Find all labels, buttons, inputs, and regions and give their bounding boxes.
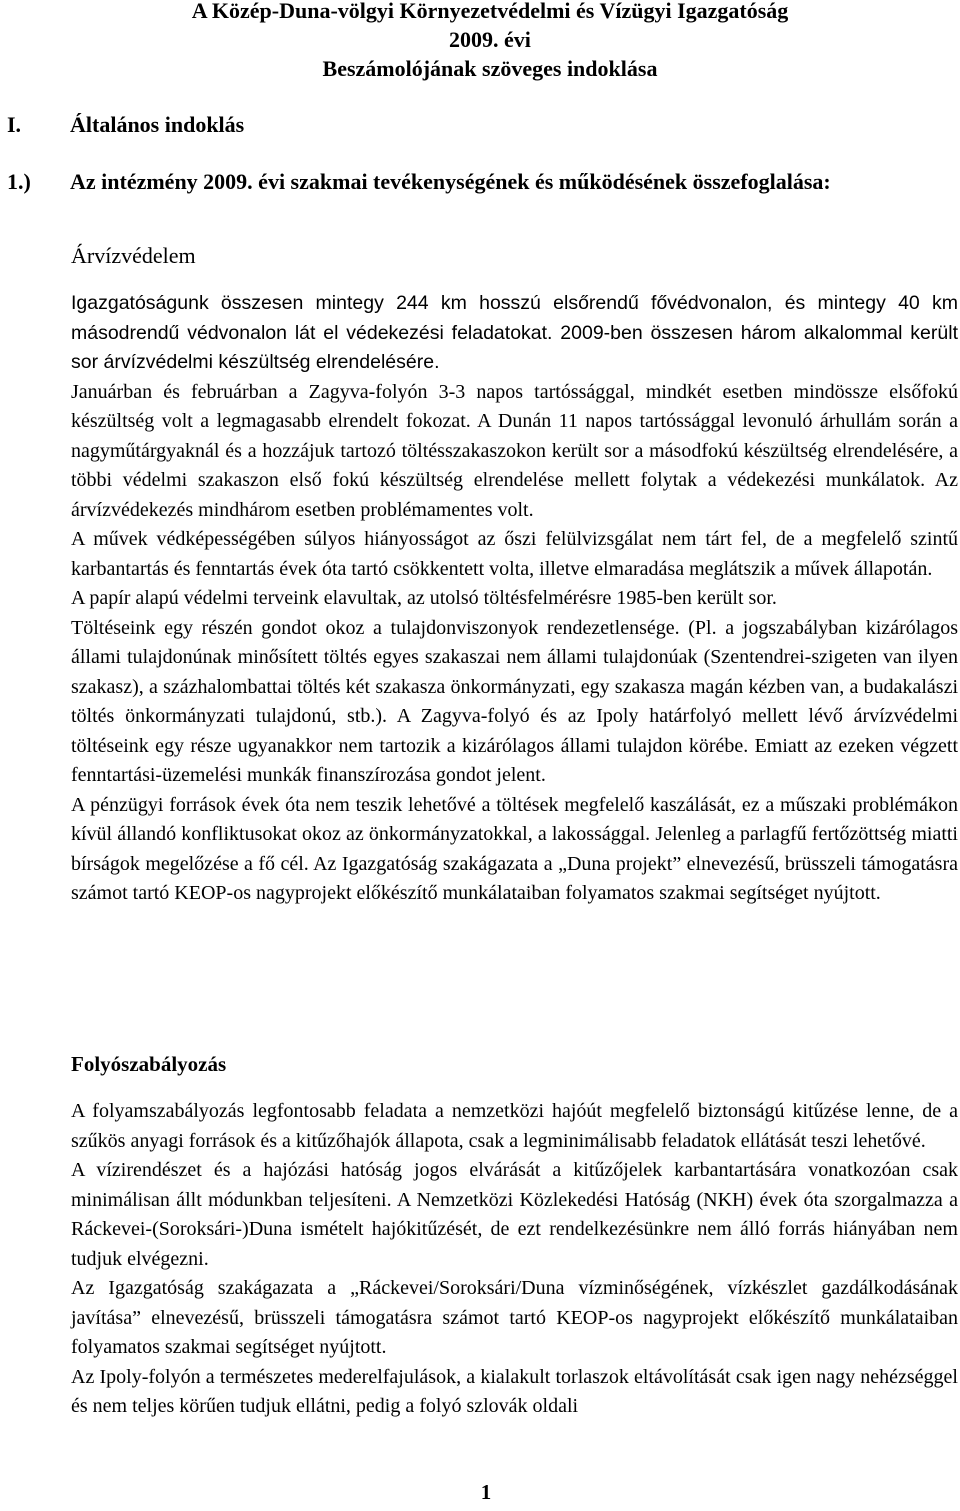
section-number-1: I.: [7, 112, 22, 137]
paragraph: Töltéseink egy részén gondot okoz a tulajdonviszonyok rendezetlensége. (Pl. a jogszabályban kizárólagos állami tulajdonúnak minősített töltés egyes szakaszai nem állami tulajdonúak (Szentendrei-szigeten van ilyen szakasz), a százhalombattai töltés két szakasza önkormányzati, egy szakasza magán kézben van, a budakalászi töltés önkormányzati tulajdonú, stb.). A Zagyva-folyó és az Ipoly határfolyó mellett lévő árvízvédelmi töltéseink egy része ugyanakkor nem tartozik a kizárólagos állami tulajdon körébe. Emiatt az ezeken végzett fenntartási-üzemelési munkák finanszírozása gondot jelent.: [71, 616, 958, 786]
subheading-folyoszabalyozas: Folyószabályozás: [71, 1052, 227, 1076]
paragraph: Az Ipoly-folyón a természetes mederelfajulások, a kialakult torlaszok eltávolítását csak igen nagy nehézséggel és nem teljes körűen tudjuk ellátni, pedig a folyó szlovák oldali: [71, 1365, 958, 1417]
paragraph: Igazgatóságunk összesen mintegy 244 km hosszú elsőrendű fővédvonalon, és mintegy 40 km másodrendű védvonalon lát el védekezési feladatokat. 2009-ben összesen három alkalommal került sor árvízvédelmi készültség elrendelésére.: [71, 292, 958, 373]
folyoszabalyozas-body: [71, 1097, 958, 1422]
section-number-2: 1.): [7, 169, 31, 194]
paragraph: Januárban és februárban a Zagyva-folyón 3-3 napos tartóssággal, mindkét esetben mindössze elsőfokú készültség volt a legmagasabb elrendelt fokozat. A Dunán 11 napos tartóssággal levonuló árhullám során a nagyműtárgyaknál és a hozzájuk tartozó töltésszakaszokon került sor a másodfokú készültség elrendelésére, a többi védelmi szakaszon első fokú készültség elrendelése mellett folytak a védekezési munkálatok. Az árvízvédekezés mindhárom esetben problémamentes volt.: [71, 380, 958, 521]
paragraph: A pénzügyi források évek óta nem teszik lehetővé a töltések megfelelő kaszálását, ez a műszaki problémákon kívül állandó konfliktusokat okoz az önkormányzatokkal, a lakossággal. Jelenleg a parlagfű fertőzöttség miatti bírságok megelőzése a fő cél. Az Igazgatóság szakágazata a „Duna projekt” elnevezésű, brüsszeli támogatásra számot tartó KEOP-os nagyprojekt előkészítő munkálataiban folyamatos szakmai segítséget nyújtott.: [71, 793, 958, 904]
section-title-1: Általános indoklás: [70, 112, 245, 137]
page-number: 1: [480, 1480, 492, 1504]
document-title-line-1: A Közép-Duna-völgyi Környezetvédelmi és Vízügyi Igazgatóság: [191, 0, 789, 23]
subheading-arvizvedelem: Árvízvédelem: [71, 243, 196, 268]
document-title-line-2: 2009. évi: [449, 27, 531, 52]
paragraph: A vízirendészet és a hajózási hatóság jogos elvárását a kitűzőjelek karbantartására vonatkozóan csak minimálisan állt módunkban teljesíteni. A Nemzetközi Közlekedési Hatóság (NKH) évek óta szorgalmazza a Ráckevei-(Soroksári-)Duna ismételt hajókitűzését, de ezt rendelkezésünkre nem álló forrás hiányában nem tudjuk elvégezni.: [71, 1159, 958, 1270]
paragraph: Az Igazgatóság szakágazata a „Ráckevei/Soroksári/Duna vízminőségének, vízkészlet gazdálkodásának javítása” elnevezésű, brüsszeli támogatásra számot tartó KEOP-os nagyprojekt előkészítő munkálataiban folyamatos szakmai segítséget nyújtott.: [71, 1277, 958, 1358]
section-title-2: Az intézmény 2009. évi szakmai tevékenységének és működésének összefoglalása:: [70, 169, 831, 194]
document-title-line-3: Beszámolójának szöveges indoklása: [322, 56, 658, 81]
paragraph: A folyamszabályozás legfontosabb feladata a nemzetközi hajóút megfelelő biztonságú kitűzése lenne, de a szűkös anyagi források és a kitűzőhajók állapota, csak a legminimálisabb feladatok ellátását teszi lehetővé.: [71, 1100, 958, 1152]
paragraph: A művek védképességében súlyos hiányosságot az őszi felülvizsgálat nem tárt fel, de a megfelelő szintű karbantartás és fenntartás évek óta tartó csökkentett volta, illetve elmaradása meglátszik a művek állapotán.: [71, 528, 958, 580]
arvizvedelem-body: [71, 289, 958, 909]
paragraph: A papír alapú védelmi terveink elavultak, az utolsó töltésfelmérésre 1985-ben került sor.: [71, 587, 777, 609]
